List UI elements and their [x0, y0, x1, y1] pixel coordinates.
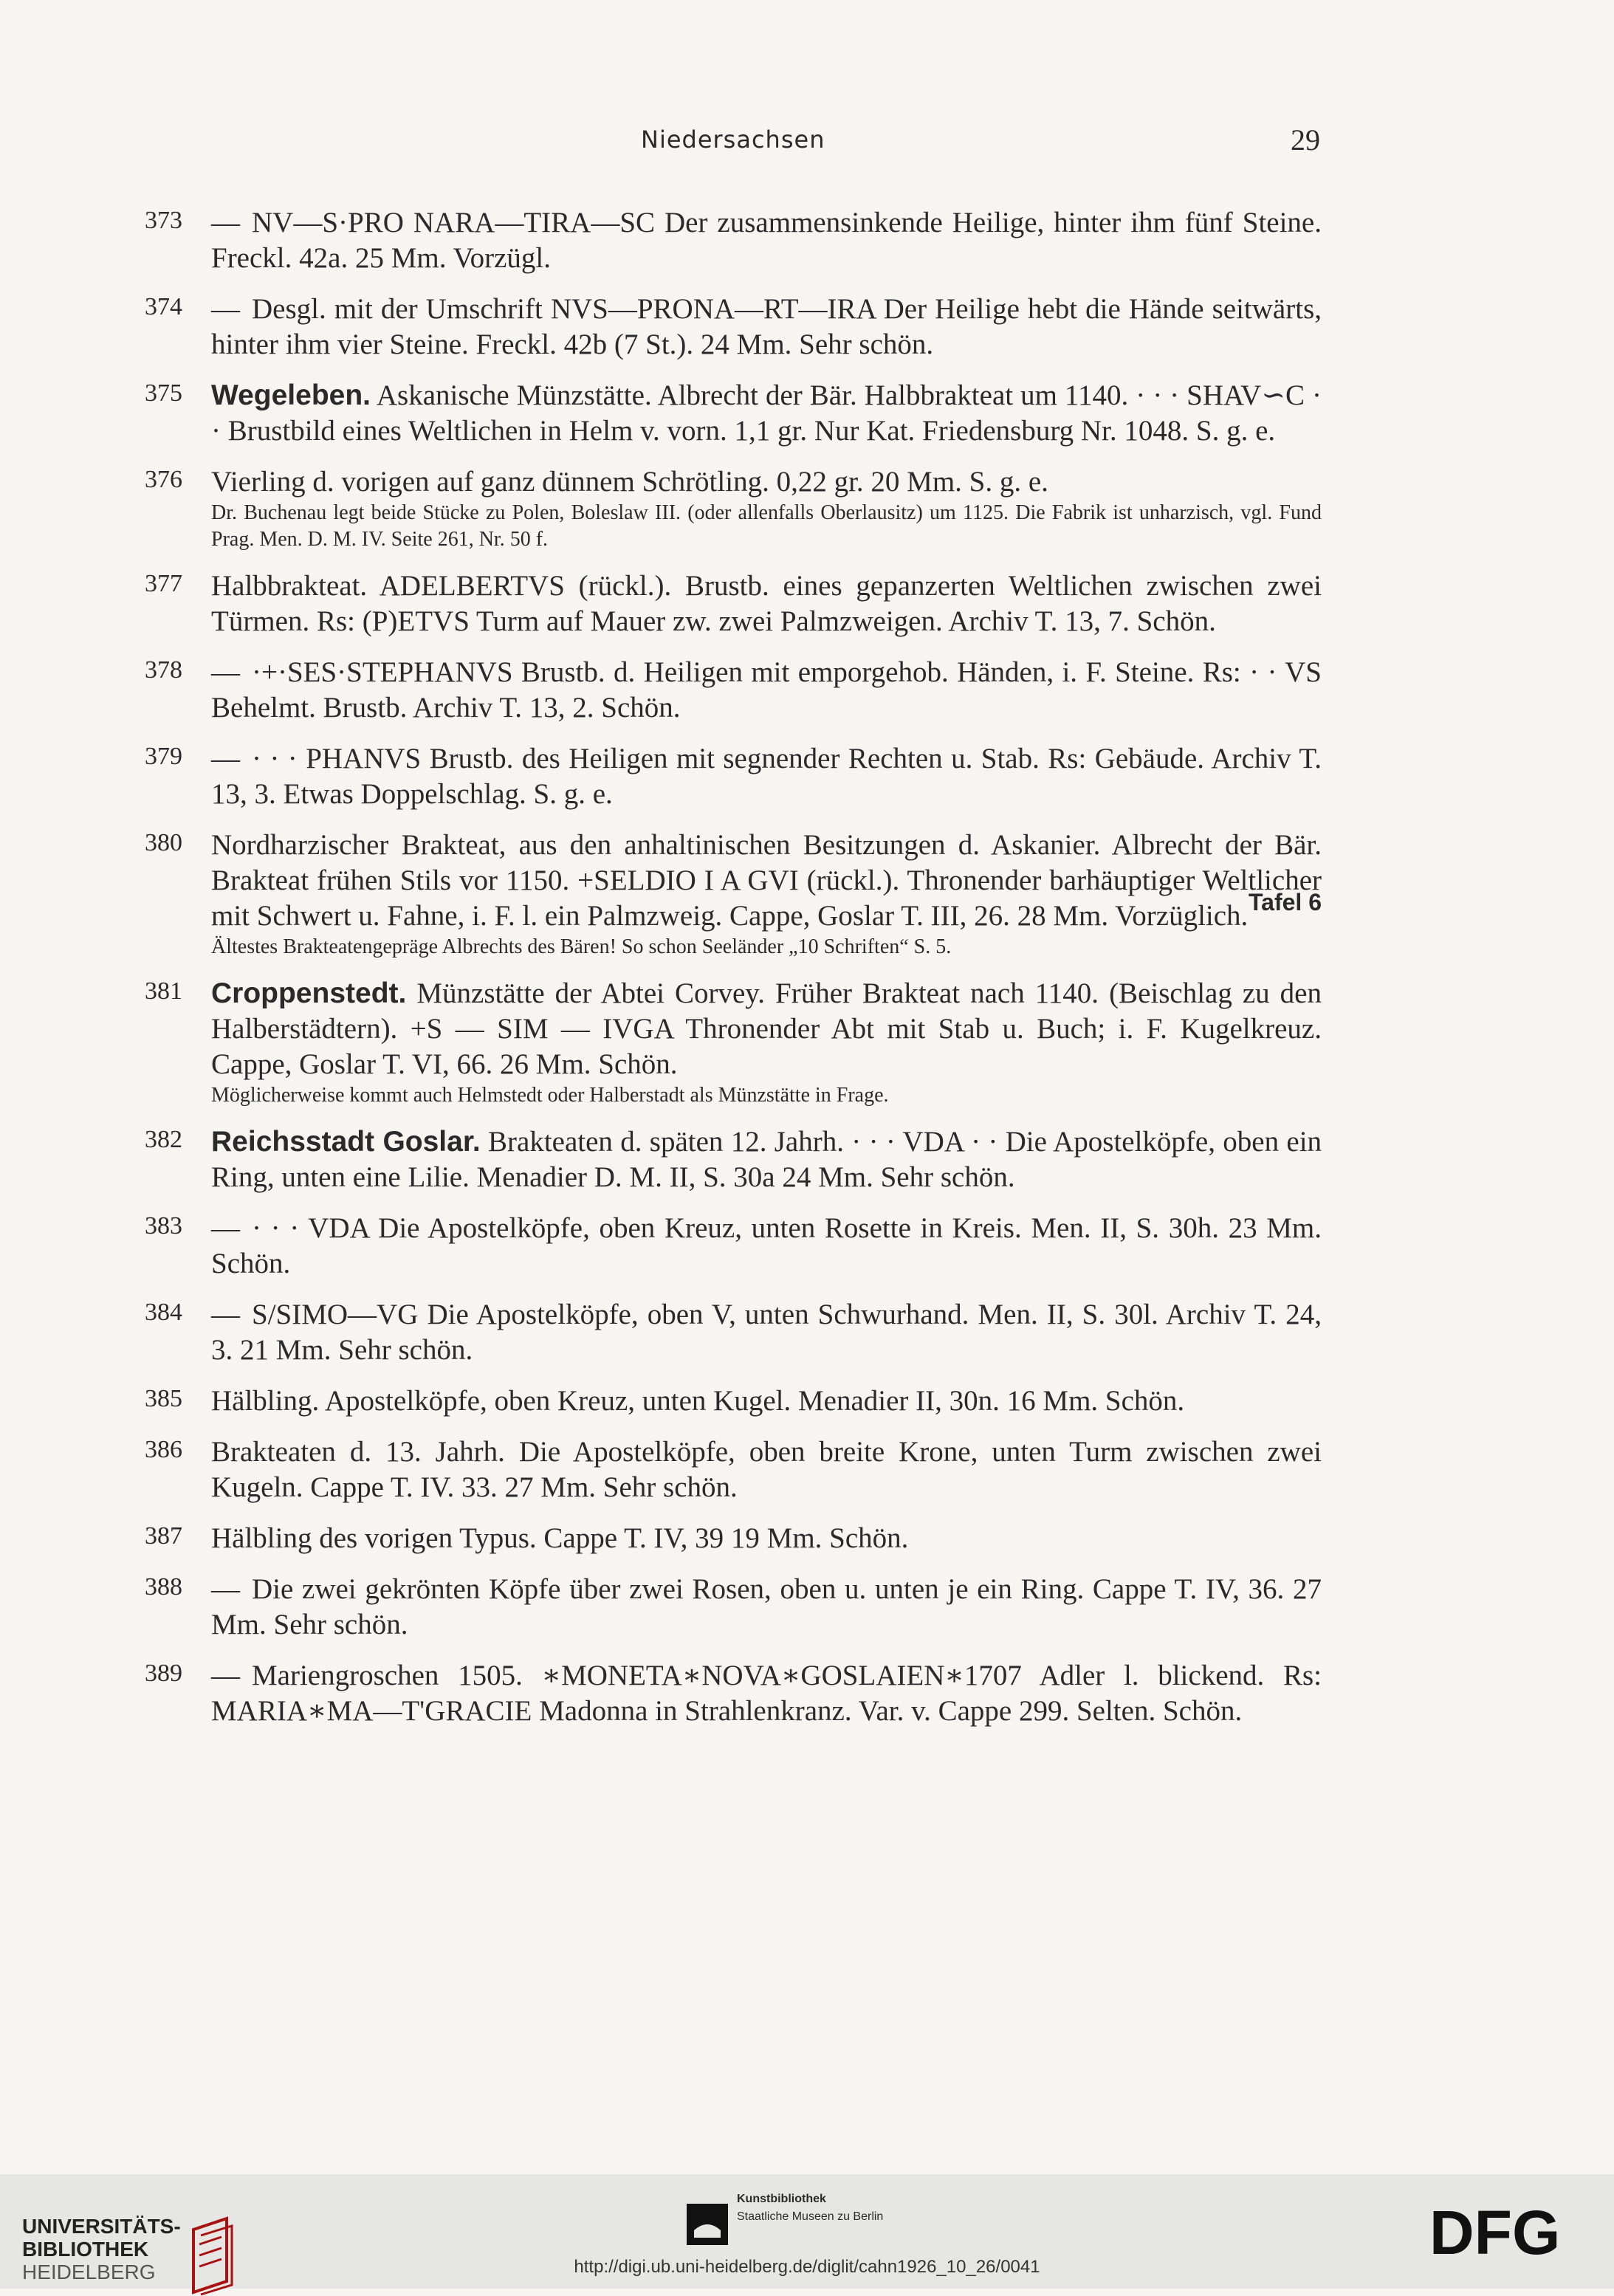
entry-text: · · · VDA Die Apostelköpfe, oben Kreuz, unten Rosette in Kreis. Men. II, S. 30h. 23 Mm. Schön. — [211, 1212, 1322, 1279]
catalogue-entry — [145, 1521, 1322, 1556]
catalogue-entry — [145, 292, 1322, 362]
entry-text: Münzstätte der Abtei Corvey. Früher Brakteat nach 1140. (Beischlag zu den Halberstädtern). +S — SIM — IVGA Thronender Abt mit Stab u. Buch; i. F. Kugelkreuz. Cappe, Goslar T. VI, 66. 26 Mm. Schön. — [211, 977, 1322, 1080]
catalogue-entry — [145, 1434, 1322, 1505]
entry-number: 375 — [145, 379, 182, 407]
ditto-dash: — — [211, 1660, 240, 1691]
entry-description — [211, 292, 1322, 362]
mint-place-heading: Wegeleben. — [211, 379, 371, 411]
entry-description — [211, 1434, 1322, 1505]
catalogue-entry — [145, 1384, 1322, 1419]
entry-text: S/SIMO—VG Die Apostelköpfe, oben V, unten Schwurhand. Men. II, S. 30l. Archiv T. 24, 3. 21 Mm. Sehr schön. — [211, 1299, 1322, 1366]
entry-text: · · · PHANVS Brustb. des Heiligen mit segnender Rechten u. Stab. Rs: Gebäude. Archiv T. 13, 3. Etwas Doppelschlag. S. g. e. — [211, 743, 1322, 810]
entry-description — [211, 464, 1322, 500]
entry-text: Nordharzischer Brakteat, aus den anhaltinischen Besitzungen d. Askanier. Albrecht der Bär. Brakteat frühen Stils vor 1150. +SELDIO I A GVI (rückl.). Thronender barhäuptiger Weltlicher mit Schwert u. Fahne, i. F. l. ein Palmzweig. Cappe, Goslar T. III, 26. 28 Mm. Vorzüglich. — [211, 829, 1322, 932]
entry-number: 384 — [145, 1299, 182, 1326]
entry-description — [211, 1124, 1322, 1195]
ub-line-1: UNIVERSITÄTS- — [22, 2215, 181, 2238]
entry-text: NV—S·PRO NARA—TIRA—SC Der zusammensinkende Heilige, hinter ihm fünf Steine. Freckl. 42a. 25 Mm. Vorzügl. — [211, 207, 1322, 274]
entry-text: Askanische Münzstätte. Albrecht der Bär. Halbbrakteat um 1140. · · · SHAV∽C · · Brustbild eines Weltlichen in Helm v. vorn. 1,1 gr. Nur Kat. Friedensburg Nr. 1048. S. g. e. — [211, 379, 1322, 447]
entry-number: 382 — [145, 1126, 182, 1153]
entry-number: 379 — [145, 743, 182, 770]
page-number: 29 — [1291, 123, 1320, 157]
kb-subtitle: Staatliche Museen zu Berlin — [737, 2210, 884, 2223]
catalogue-entry — [145, 1658, 1322, 1729]
entry-text: Desgl. mit der Umschrift NVS—PRONA—RT—IRA Der Heilige hebt die Hände seitwärts, hinter ihm vier Steine. Freckl. 42b (7 St.). 24 Mm. Sehr schön. — [211, 293, 1322, 360]
entry-text: Vierling d. vorigen auf ganz dünnem Schrötling. 0,22 gr. 20 Mm. S. g. e. — [211, 466, 1048, 498]
entry-footnote: Dr. Buchenau legt beide Stücke zu Polen, Boleslaw III. (oder allenfalls Oberlausitz) um 1125. Die Fabrik ist unharzisch, vgl. Fund Prag. Men. D. M. IV. Seite 261, Nr. 50 f. — [211, 501, 1322, 551]
entry-text: ·+·SES·STEPHANVS Brustb. d. Heiligen mit emporgehob. Händen, i. F. Steine. Rs: · · VS Behelmt. Brustb. Archiv T. 13, 2. Schön. — [211, 656, 1322, 723]
catalogue-entry — [145, 741, 1322, 812]
entry-number: 377 — [145, 570, 182, 597]
entry-number: 388 — [145, 1573, 182, 1601]
catalogue-entry — [145, 568, 1322, 639]
entry-description — [211, 1297, 1322, 1368]
catalogue-entry — [145, 205, 1322, 276]
entry-text: Brakteaten d. späten 12. Jahrh. · · · VDA · · Die Apostelköpfe, oben ein Ring, unten eine Lilie. Menadier D. M. II, S. 30a 24 Mm. Sehr schön. — [211, 1126, 1322, 1193]
entry-description — [211, 1572, 1322, 1643]
ditto-dash: — — [211, 656, 240, 688]
catalogue-entry — [145, 378, 1322, 449]
source-url[interactable]: http://digi.ub.uni-heidelberg.de/diglit/cahn1926_10_26/0041 — [574, 2257, 1040, 2277]
entry-description — [211, 1658, 1322, 1729]
entry-number: 389 — [145, 1660, 182, 1687]
entry-number: 378 — [145, 656, 182, 684]
entry-number: 374 — [145, 293, 182, 320]
entry-number: 383 — [145, 1212, 182, 1240]
entry-text: Brakteaten d. 13. Jahrh. Die Apostelköpfe, oben breite Krone, unten Turm zwischen zwei Kugeln. Cappe T. IV. 33. 27 Mm. Sehr schön. — [211, 1436, 1322, 1503]
footer-bar — [0, 2174, 1614, 2289]
entry-description — [211, 976, 1322, 1082]
entry-description — [211, 655, 1322, 726]
entry-number: 385 — [145, 1385, 182, 1412]
page-header — [0, 123, 1614, 162]
entry-text: Halbbrakteat. ADELBERTVS (rückl.). Brustb. eines gepanzerten Weltlichen zwischen zwei Türmen. Rs: (P)ETVS Turm auf Mauer zw. zwei Palmzweigen. Archiv T. 13, 7. Schön. — [211, 570, 1322, 637]
catalogue-entry — [145, 1124, 1322, 1195]
ditto-dash: — — [211, 293, 240, 325]
entry-description — [211, 378, 1322, 449]
mint-place-heading: Reichsstadt Goslar. — [211, 1126, 481, 1158]
entry-text: Hälbling. Apostelköpfe, oben Kreuz, unten Kugel. Menadier II, 30n. 16 Mm. Schön. — [211, 1385, 1185, 1417]
running-head: Niedersachsen — [641, 126, 825, 154]
ditto-dash: — — [211, 1299, 240, 1330]
plate-reference: Tafel 6 — [1249, 889, 1322, 915]
entry-footnote: Möglicherweise kommt auch Helmstedt oder Halberstadt als Münzstätte in Frage. — [211, 1084, 889, 1107]
catalogue-entry — [145, 1297, 1322, 1368]
entry-number: 381 — [145, 977, 182, 1005]
entry-text: Mariengroschen 1505. ∗MONETA∗NOVA∗GOSLAIEN∗1707 Adler l. blickend. Rs: MARIA∗MA—T'GRACIE Madonna in Strahlenkranz. Var. v. Cappe 299. Selten. Schön. — [211, 1660, 1322, 1727]
catalogue-entry — [145, 1572, 1322, 1643]
catalogue-entry — [145, 976, 1322, 1109]
entry-text: Die zwei gekrönten Köpfe über zwei Rosen, oben u. unten je ein Ring. Cappe T. IV, 36. 27 Mm. Sehr schön. — [211, 1573, 1322, 1640]
kunstbibliothek-wordmark — [737, 2190, 883, 2245]
dfg-logo-icon[interactable] — [1429, 2204, 1584, 2263]
entry-number: 380 — [145, 829, 182, 856]
catalogue-entry — [145, 1211, 1322, 1282]
entry-text: Hälbling des vorigen Typus. Cappe T. IV, 39 19 Mm. Schön. — [211, 1522, 909, 1554]
ub-line-2: BIBLIOTHEK — [22, 2238, 149, 2261]
entry-number: 387 — [145, 1522, 182, 1550]
entry-description — [211, 1211, 1322, 1282]
entry-description — [211, 1521, 1322, 1556]
entry-description — [211, 205, 1322, 276]
catalogue-entry — [145, 655, 1322, 726]
catalogue-entries — [145, 205, 1322, 1745]
ditto-dash: — — [211, 743, 240, 774]
ub-heidelberg-logo-icon — [186, 2215, 245, 2296]
dfg-wordmark: DFG — [1429, 2204, 1561, 2263]
entry-description — [211, 1384, 1322, 1419]
entry-description — [211, 741, 1322, 812]
entry-footnote: Ältestes Brakteatengepräge Albrechts des Bären! So schon Seeländer „10 Schriften“ S. 5. — [211, 935, 952, 958]
entry-description — [211, 828, 1322, 934]
kunstbibliothek-logo-block[interactable] — [687, 2190, 883, 2245]
ub-line-3: HEIDELBERG — [22, 2261, 156, 2283]
ditto-dash: — — [211, 1212, 240, 1244]
kb-title: Kunstbibliothek — [737, 2193, 826, 2205]
mint-place-heading: Croppenstedt. — [211, 977, 407, 1009]
catalogue-entry — [145, 828, 1322, 960]
kunstbibliothek-logo-icon — [687, 2204, 728, 2245]
ditto-dash: — — [211, 207, 240, 238]
entry-number: 376 — [145, 466, 182, 493]
entry-number: 386 — [145, 1436, 182, 1463]
entry-description — [211, 568, 1322, 639]
entry-number: 373 — [145, 207, 182, 234]
ditto-dash: — — [211, 1573, 240, 1605]
catalogue-entry — [145, 464, 1322, 553]
